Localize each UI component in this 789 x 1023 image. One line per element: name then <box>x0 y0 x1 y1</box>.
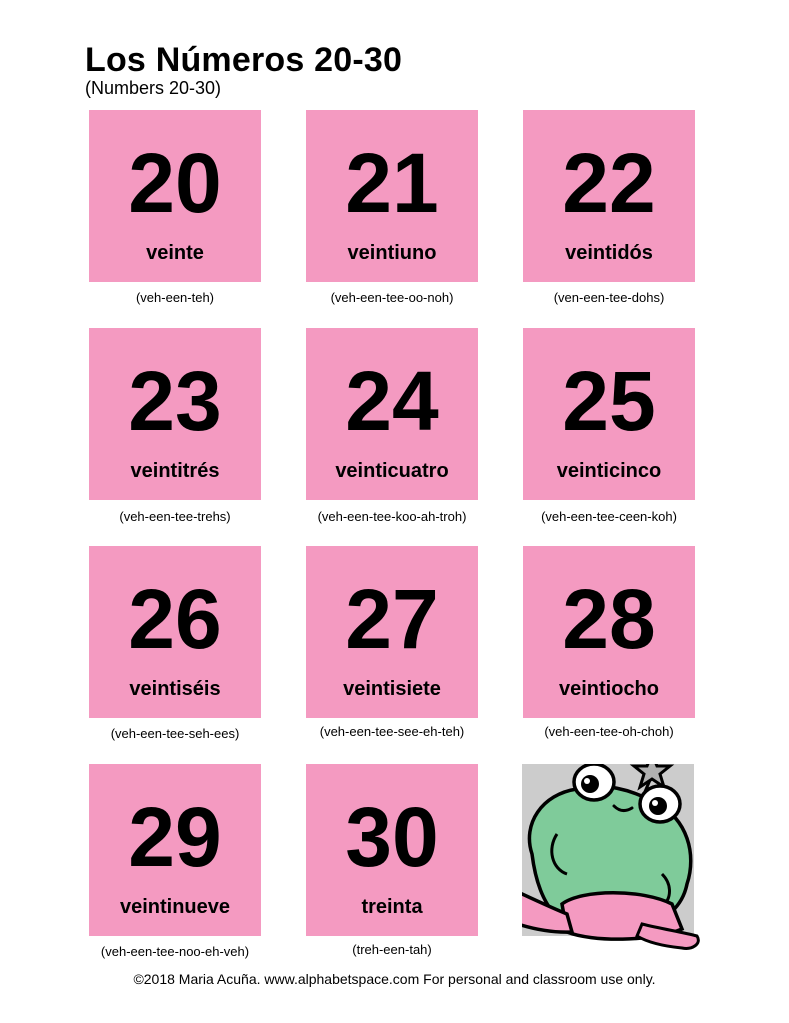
number-card-29 <box>89 764 261 936</box>
card-word: veintitrés <box>130 460 220 482</box>
number-card-24 <box>306 328 478 500</box>
pronunciation-26: (veh-een-tee-seh-ees) <box>110 726 240 741</box>
pronunciation-21: (veh-een-tee-oo-noh) <box>330 290 454 305</box>
card-word: veintiuno <box>347 242 437 264</box>
number-card-21 <box>306 110 478 282</box>
card-word: veinte <box>146 242 204 264</box>
card-number: 27 <box>345 572 439 666</box>
pronunciation-29: (veh-een-tee-noo-eh-veh) <box>100 944 250 959</box>
card-number: 22 <box>562 136 656 230</box>
card-word: treinta <box>361 896 423 918</box>
number-card-20 <box>89 110 261 282</box>
card-number: 25 <box>562 354 656 448</box>
pronunciation-22: (ven-een-tee-dohs) <box>553 290 665 305</box>
pronunciation-20: (veh-een-teh) <box>135 290 215 305</box>
card-number: 20 <box>128 136 222 230</box>
page-subtitle: (Numbers 20-30) <box>85 78 222 98</box>
pronunciation-24: (veh-een-tee-koo-ah-troh) <box>317 509 467 524</box>
number-card-27 <box>306 546 478 718</box>
card-number: 29 <box>128 790 222 884</box>
card-word: veintisiete <box>343 678 441 700</box>
pronunciation-28: (veh-een-tee-oh-choh) <box>544 724 674 739</box>
card-number: 24 <box>345 354 439 448</box>
card-number: 30 <box>345 790 439 884</box>
frog-mascot-icon <box>522 764 702 950</box>
eye-highlight <box>652 800 658 806</box>
page-title: Los Números 20-30 <box>85 41 403 79</box>
number-card-28 <box>523 546 695 718</box>
number-card-22 <box>523 110 695 282</box>
pronunciation-23: (veh-een-tee-trehs) <box>119 509 231 524</box>
card-word: veintinueve <box>119 896 231 918</box>
card-word: veintidós <box>565 242 653 264</box>
card-number: 23 <box>128 354 222 448</box>
number-card-25 <box>523 328 695 500</box>
card-word: veinticinco <box>556 460 662 482</box>
card-word: veintiocho <box>558 678 659 700</box>
eye-highlight <box>584 778 590 784</box>
frog-pupil-right <box>649 797 667 815</box>
card-word: veinticuatro <box>335 460 449 482</box>
pronunciation-27: (veh-een-tee-see-eh-teh) <box>319 724 465 739</box>
pronunciation-25: (veh-een-tee-ceen-koh) <box>541 509 677 524</box>
card-number: 26 <box>128 572 222 666</box>
card-number: 21 <box>345 136 439 230</box>
number-card-30 <box>306 764 478 936</box>
number-card-26 <box>89 546 261 718</box>
card-number: 28 <box>562 572 656 666</box>
copyright-footer: ©2018 Maria Acuña. www.alphabetspace.com For personal and classroom use only. <box>133 971 656 987</box>
number-card-23 <box>89 328 261 500</box>
card-word: veintiséis <box>129 678 221 700</box>
pronunciation-30: (treh-een-tah) <box>352 942 432 957</box>
frog-pupil-left <box>581 775 599 793</box>
